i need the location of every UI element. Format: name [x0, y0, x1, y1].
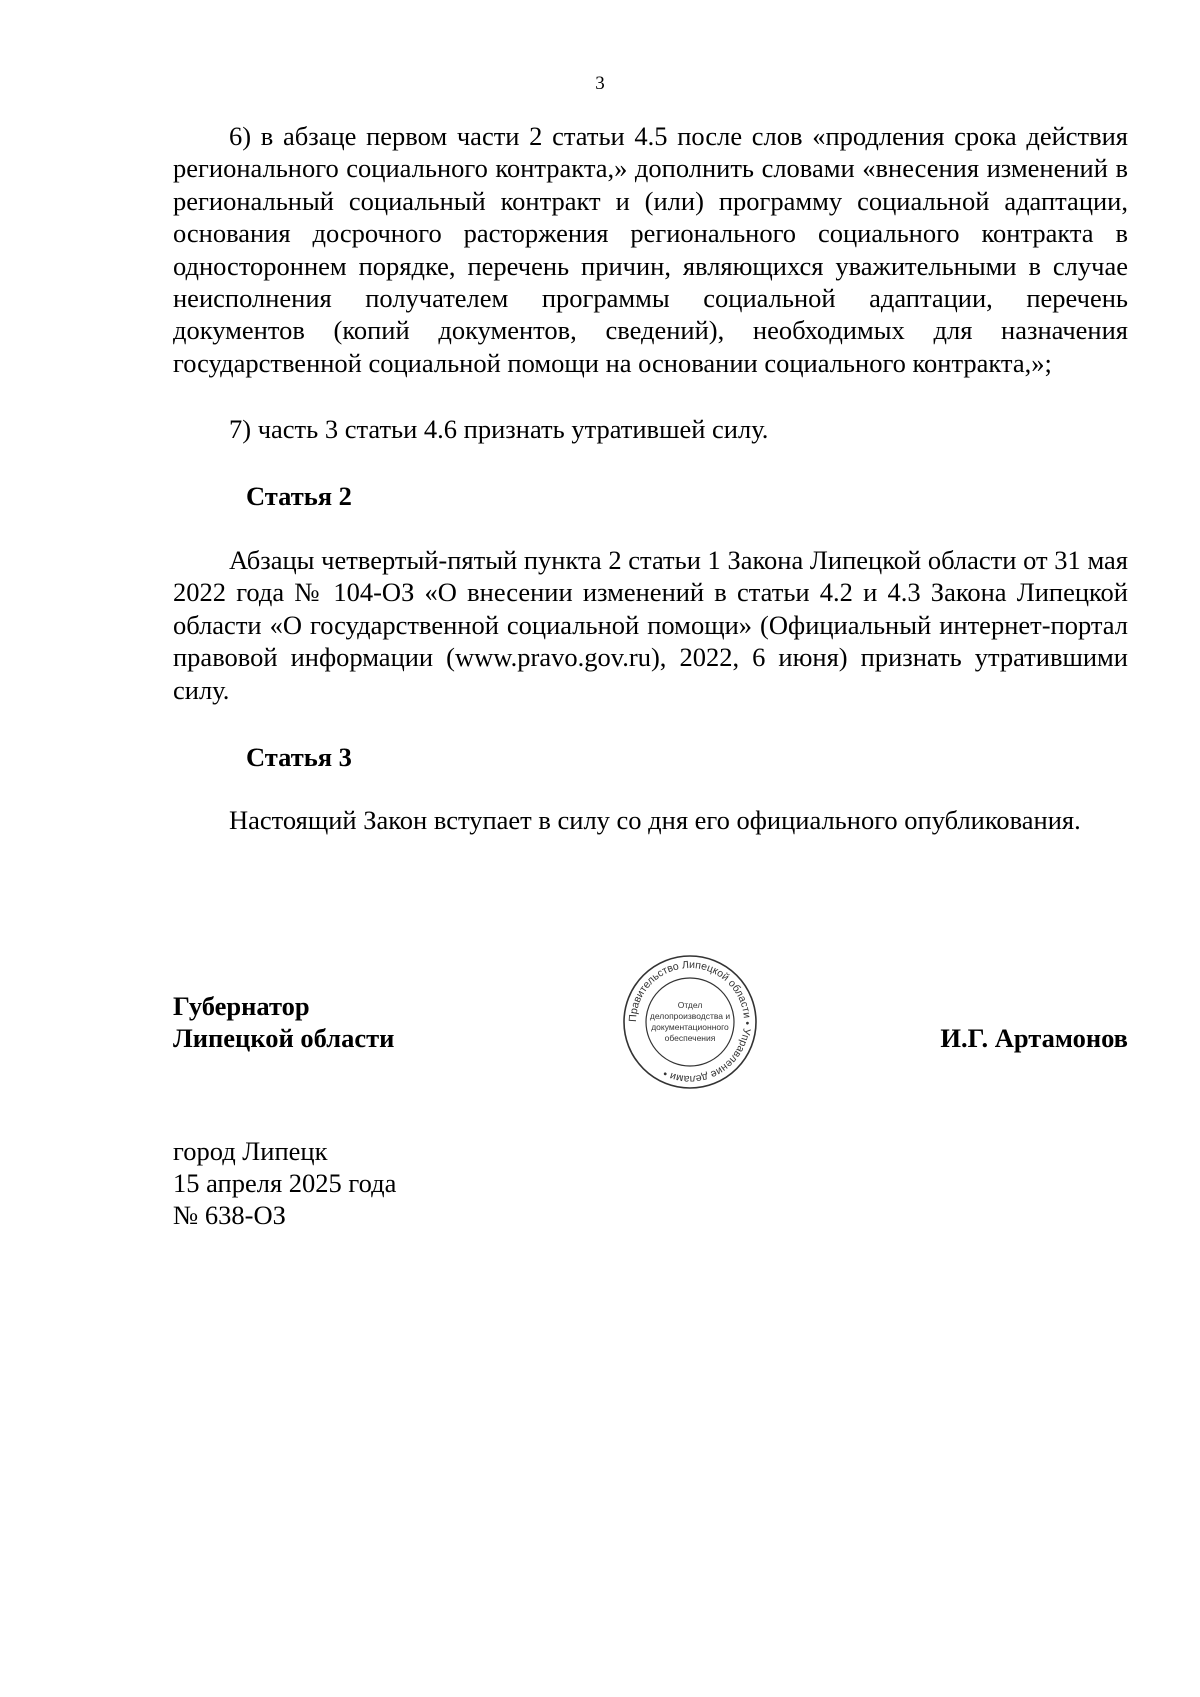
stamp-line-1: Отдел	[677, 1000, 703, 1010]
signatory-title	[173, 990, 394, 1054]
signatory-title-line-2: Липецкой области	[173, 1023, 395, 1053]
footer-date: 15 апреля 2025 года	[173, 1168, 397, 1198]
article-2-heading: Статья 2	[246, 481, 352, 511]
footer-law-number: № 638-ОЗ	[173, 1200, 286, 1230]
article-2-body	[173, 544, 1128, 706]
stamp-line-4: обеспечения	[664, 1033, 716, 1043]
article-3-text: Настоящий Закон вступает в силу со дня его официального опубликования.	[229, 805, 1081, 835]
signatory-name: И.Г. Артамонов	[940, 1023, 1128, 1053]
amendment-item-7-text: 7) часть 3 статьи 4.6 признать утратившей силу.	[229, 414, 769, 444]
amendment-item-6-text: 6) в абзаце первом части 2 статьи 4.5 после слов «продления срока действия регионального социального контракта,» дополнить словами «внесения изменений в региональный социальный контракт и (или) программу социальной адаптации, основания досрочного расторжения регионального социального контракта в одностороннем порядке, перечень причин, являющихся уважительными в случае неисполнения получателем программы социальной адаптации, перечень документов (копий документов, сведений), необходимых для назначения государственной социальной помощи на основании социального контракта,»;	[173, 121, 1128, 378]
article-2-text: Абзацы четвертый-пятый пункта 2 статьи 1 Закона Липецкой области от 31 мая 2022 года № 104-ОЗ «О внесении изменений в статьи 4.2 и 4.3 Закона Липецкой области «О государственной социальной помощи» (Официальный интернет-портал правовой информации (www.pravo.gov.ru), 2022, 6 июня) признать утратившими силу.	[173, 545, 1128, 705]
stamp-line-2: делопроизводства и	[649, 1011, 731, 1021]
law-footer	[173, 1135, 396, 1231]
page-number: 3	[595, 73, 605, 94]
stamp-ring-text-path: Правительство Липецкой области • Управление делами •	[626, 958, 754, 1086]
amendment-item-6	[173, 120, 1128, 379]
stamp-line-3: документационного	[651, 1022, 729, 1032]
footer-city: город Липецк	[173, 1136, 328, 1166]
amendment-item-7	[173, 413, 1128, 445]
signatory-title-line-1: Губернатор	[173, 991, 310, 1021]
official-stamp	[620, 952, 760, 1092]
article-3-heading: Статья 3	[246, 742, 352, 772]
article-3-body	[173, 804, 1128, 836]
